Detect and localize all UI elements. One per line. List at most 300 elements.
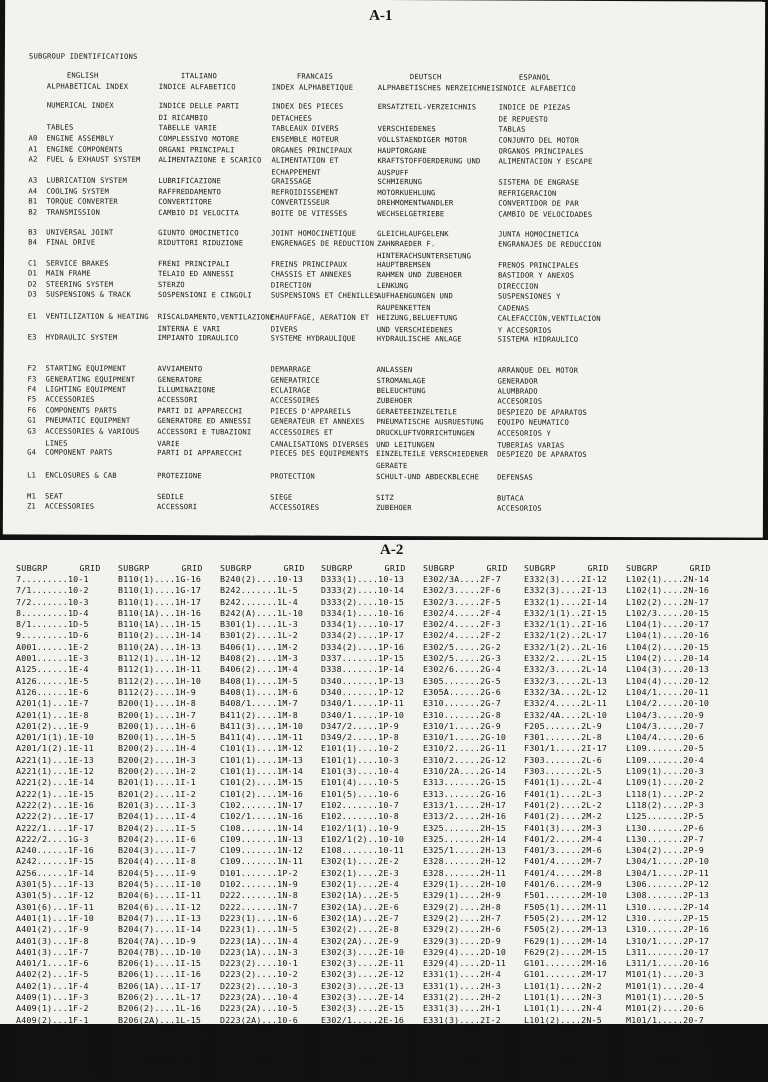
language-name: FRANCAIS: [296, 71, 334, 81]
index-entry: 8/1.......1D-5: [16, 619, 89, 630]
index-entry: C101(1)....1M-12: [220, 743, 304, 754]
index-entry: L104/2.....20-10: [626, 698, 710, 709]
subgroup-it-cell: SOSPENSIONI E CINGOLI: [157, 290, 252, 300]
subgroup-code-cell: A4: [28, 186, 38, 196]
index-entry: E310/2.....2G-11: [423, 743, 507, 754]
index-entry: E332/4.....2L-11: [524, 698, 608, 709]
subgroup-code-cell: A0: [28, 133, 38, 143]
subgroup-code-cell: F4: [27, 384, 37, 394]
index-entry: A301(5)...1F-12: [16, 890, 94, 901]
index-entry: D101.......1P-2: [220, 867, 298, 878]
index-entry: B201(3)....1I-3: [118, 799, 196, 810]
subgroup-it-cell: ALIMENTAZIONE E SCARICO: [158, 155, 262, 165]
index-entry: F401(1)....2L-3: [524, 788, 602, 799]
index-entry: E302(3)....2E-15: [321, 1003, 405, 1014]
index-entry: E302(1)....2E-2: [321, 856, 399, 867]
subgroup-it-cell: RISCALDAMENTO,VENTILAZIONE INTERNA E VARI: [157, 312, 275, 334]
index-entry: L102/3.....20-15: [626, 607, 710, 618]
subgroup-de-cell: VERSCHIEDENES: [377, 123, 436, 134]
subgroup-en-cell: LIGHTING EQUIPMENT: [45, 384, 127, 394]
index-entry: E302/6.....2G-4: [423, 664, 501, 675]
index-column: [321, 574, 404, 1082]
subgroup-en-cell: STEERING SYSTEM: [45, 279, 114, 289]
index-entry: B217.......1L-9: [118, 1071, 196, 1082]
index-entry: E302/4.....2F-3: [423, 619, 501, 630]
index-entry: B411(3)....1M-10: [220, 720, 304, 731]
subgroup-es-cell: TABLAS: [498, 124, 526, 134]
index-entry: B105(2)...1G-7: [16, 1037, 89, 1048]
subgroup-de-cell: SITZ: [375, 492, 394, 503]
index-entry: E332/4A....2L-10: [524, 709, 608, 720]
subgroup-heading: SUBGROUP IDENTIFICATIONS: [28, 51, 138, 61]
index-entry: B110(1)....1G-17: [118, 585, 202, 596]
index-entry: C102/1.....1N-16: [220, 811, 304, 822]
index-entry: E302(2)....2E-8: [321, 924, 399, 935]
index-entry: M101/2.....20-10: [626, 1048, 710, 1059]
index-entry: E310/2A....2G-14: [423, 766, 507, 777]
index-entry: C109.......1N-11: [220, 856, 304, 867]
index-entry: E302/3.....2F-5: [423, 596, 501, 607]
index-entry: M101/2.....20-11: [626, 1059, 710, 1070]
index-entry: L102(1)....2N-16: [626, 585, 710, 596]
index-entry: B204(7A)...1D-9: [118, 935, 196, 946]
index-entry: B242.......1L-5: [220, 585, 298, 596]
index-entry: E331(6)....2I-7: [423, 1071, 501, 1082]
index-entry: B204(5)....1I-9: [118, 867, 196, 878]
index-entry: E302/2.....2F-16: [321, 1037, 405, 1048]
subgroup-fr-cell: ENGRENAGES DE REDUCTION: [271, 238, 375, 248]
index-entry: D333(2)....10-14: [321, 585, 405, 596]
index-entry: D227(3)....1P-5: [220, 1071, 298, 1082]
index-entry: E302/3A....2F-7: [423, 574, 501, 584]
index-entry: A221(2)...1E-14: [16, 777, 94, 788]
index-entry: A256......1F-14: [16, 867, 94, 878]
subgroup-es-cell: EQUIPO NEUMATICO: [497, 417, 569, 427]
index-entry: E328.......2H-11: [423, 867, 507, 878]
index-entry: G101.......2M-16: [524, 958, 608, 969]
index-entry: F205.......2L-9: [524, 720, 602, 731]
subgroup-code-cell: F3: [27, 374, 37, 384]
subgroup-en-cell: ACCESSORIES: [44, 501, 95, 511]
subgroup-de-cell: ZAHNRAEDER F. HINTERACHSUNTERSETUNG: [377, 238, 472, 261]
subgroup-en-cell: TRANSMISSION: [46, 207, 100, 217]
index-entry: A409(1)...1F-3: [16, 991, 89, 1002]
index-entry: B105(1)...1G-6: [16, 1025, 89, 1036]
subgroup-de-cell: GERAETEEINZELTEILE: [376, 406, 457, 417]
subgroup-es-cell: REFRIGERACION: [498, 188, 557, 198]
index-entry: E302(3)....2E-11: [321, 958, 405, 969]
subgroup-en-cell: FINAL DRIVE: [46, 237, 96, 247]
index-entry: D223(1)....1N-6: [220, 912, 298, 923]
index-entry: E331(4)....2I-4: [423, 1037, 501, 1048]
subgroup-it-cell: CAMBIO DI VELOCITA: [158, 208, 239, 218]
index-entry: L310.......2P-15: [626, 912, 710, 923]
index-entry: E332/3A....2L-12: [524, 686, 608, 697]
index-entry: B408(2)....1M-3: [220, 653, 298, 664]
subgroup-fr-cell: SIEGE: [269, 492, 293, 502]
subgroup-en-cell: COOLING SYSTEM: [46, 186, 110, 196]
index-entry: F301/1.....2I-17: [524, 743, 608, 754]
subgroup-it-cell: STERZO: [157, 280, 185, 290]
subgroup-de-cell: ZUBEHOER: [375, 502, 412, 513]
subgroup-code-cell: E3: [27, 332, 37, 342]
subgroup-fr-cell: PROTECTION: [270, 471, 315, 481]
subgroup-it-cell: INDICE DELLE PARTI DI RICAMBIO: [158, 101, 240, 123]
index-entry: D337.......1P-15: [321, 653, 405, 664]
subgroup-es-cell: BASTIDOR Y ANEXOS: [497, 270, 575, 280]
index-entry: B204(2)....1I-6: [118, 833, 196, 844]
index-entry: F401/2.....2M-4: [524, 833, 602, 844]
index-entry: A222/1....1F-17: [16, 822, 94, 833]
index-entry: E302/5.....2G-3: [423, 653, 501, 664]
index-entry: L104(3)....20-13: [626, 664, 710, 675]
index-entry: E332/2.....2L-15: [524, 653, 608, 664]
index-entry: B206(2A)...1L-15: [118, 1014, 202, 1025]
subgroup-en-cell: ENCLOSURES & CAB: [45, 470, 117, 480]
subgroup-it-cell: FRENI PRINCIPALI: [157, 259, 230, 269]
index-entry: D102.......1N-9: [220, 879, 298, 890]
index-entry: B200(1)....1H-8: [118, 698, 196, 709]
index-entry: B201(1)....1I-1: [118, 777, 196, 788]
index-entry: E332/3.....2L-13: [524, 675, 608, 686]
index-entry: E332(1)....2I-14: [524, 596, 608, 607]
subgroup-code-cell: G1: [27, 415, 37, 425]
index-entry: B242(A)....1L-10: [220, 607, 304, 618]
index-entry: L101(1)....2N-4: [524, 1003, 602, 1014]
subgroup-code-cell: L1: [27, 470, 37, 480]
index-entry: B406(2)....1M-4: [220, 664, 298, 675]
index-entry: D333(1)....10-13: [321, 574, 405, 584]
index-column: [16, 574, 94, 1082]
subgroup-en-cell: LUBRICATION SYSTEM: [46, 175, 127, 185]
index-entry: M101(2)....20-6: [626, 1003, 704, 1014]
language-name: ESPANOL: [518, 72, 551, 82]
index-entry: D223(2A)...10-6: [220, 1014, 298, 1025]
index-entry: E332(3)....2I-13: [524, 585, 608, 596]
subgroup-de-cell: AUFHAENGUNGEN UND RAUPENKETTEN: [376, 290, 454, 313]
subgroup-es-cell: SISTEMA HIDRAULICO: [497, 334, 579, 344]
index-entry: A125......1E-4: [16, 664, 89, 675]
index-column: [626, 574, 709, 1082]
subgroup-fr-cell: CHAUFFAGE, AERATION ET DIVERS: [270, 312, 370, 334]
index-entry: A222/2....1G-3: [16, 833, 89, 844]
index-entry: A401(2)...1F-9: [16, 924, 89, 935]
subgroup-es-cell: BUTACA: [496, 493, 524, 503]
index-entry: E331(4)....2I-3: [423, 1025, 501, 1036]
column-header: SUBGRP GRID: [16, 563, 101, 573]
subgroup-it-cell: AVVIAMENTO: [157, 364, 203, 374]
subgroup-es-cell: ACCESORIOS: [497, 396, 543, 406]
index-entry: L118(2)....2P-3: [626, 799, 704, 810]
subgroup-es-cell: SISTEMA DE ENGRASE: [498, 177, 579, 187]
index-entry: L311/1.....20-16: [626, 958, 710, 969]
index-entry: M101/1.....20-7: [626, 1014, 704, 1025]
index-entry: C109.......1N-13: [220, 833, 304, 844]
index-entry: E329(1)....2H-10: [423, 879, 507, 890]
column-header: SUBGRP GRID: [321, 563, 406, 573]
index-entry: E302/2A....2F-14: [321, 1059, 405, 1070]
subgroup-en-cell: TORQUE CONVERTER: [46, 196, 118, 206]
subgroup-it-cell: CONVERTITORE: [158, 197, 213, 207]
index-entry: 9.........1D-6: [16, 630, 89, 641]
subgroup-de-cell: RAHMEN UND ZUBEHOER: [376, 269, 463, 280]
index-entry: L310/1.....2P-17: [626, 935, 710, 946]
index-entry: B406(1)....1M-2: [220, 641, 298, 652]
index-entry: B301(2)....1L-2: [220, 630, 298, 641]
subgroup-code-cell: M1: [26, 491, 36, 501]
index-entry: E313/2.....2H-16: [423, 811, 507, 822]
index-entry: E305.......2G-5: [423, 675, 501, 686]
subgroup-es-cell: CAMBIO DE VELOCIDADES: [498, 209, 593, 219]
subgroup-es-cell: CALEFACCION,VENTILACION Y ACCESORIOS: [497, 313, 601, 335]
index-entry: L101(2)....2N-5: [524, 1014, 602, 1025]
subgroup-it-cell: RIDUTTORI RIDUZIONE: [158, 238, 244, 248]
index-subtitle: INDICE ALFABETICO: [498, 83, 576, 93]
index-entry: L109(1)....20-3: [626, 766, 704, 777]
subgroup-it-cell: GENERATORE ED ANNESSI: [157, 416, 252, 426]
index-entry: L104(4)....20-12: [626, 675, 710, 686]
index-entry: B201(2)....1I-2: [118, 788, 196, 799]
subgroup-code-cell: B2: [28, 207, 38, 217]
index-entry: B200(1)....1H-6: [118, 720, 196, 731]
index-entry: B200(2)....1H-4: [118, 743, 196, 754]
index-subtitle: ALPHABETICAL INDEX: [46, 81, 129, 91]
index-entry: L104/1.....20-11: [626, 686, 710, 697]
index-entry: B110(1A)...1H-16: [118, 607, 202, 618]
subgroup-code-cell: F5: [27, 394, 37, 404]
subgroup-de-cell: GLEICHLAUFGELENK: [377, 228, 449, 239]
index-entry: B110(1)....1H-17: [118, 596, 202, 607]
index-entry: E302/5.....2G-2: [423, 641, 501, 652]
subgroup-es-cell: GENERADOR: [497, 376, 538, 386]
index-entry: F629(1)....2M-14: [524, 935, 608, 946]
index-entry: A402(2)...1F-5: [16, 969, 89, 980]
column-header: SUBGRP GRID: [626, 563, 711, 573]
index-entry: B105(3)...1G-8: [16, 1048, 89, 1059]
index-entry: B112(1)....1H-12: [118, 653, 202, 664]
index-entry: E305A......2G-6: [423, 686, 501, 697]
subgroup-es-cell: FRENOS PRINCIPALES: [497, 260, 579, 270]
index-entry: L101(3)....2N-6: [524, 1025, 602, 1036]
subgroup-es-cell: INDICE DE PIEZAS DE REPUESTO: [498, 102, 571, 124]
index-entry: E329(4)....2D-10: [423, 946, 507, 957]
subgroup-fr-cell: ACCESSOIRES: [270, 395, 320, 405]
index-entry: E331(5)....2I-5: [423, 1048, 501, 1059]
index-entry: L101(4)....2N-7: [524, 1037, 602, 1048]
index-entry: L109.......20-5: [626, 743, 704, 754]
subgroup-fr-cell: FREINS PRINCIPAUX: [270, 259, 348, 269]
index-entry: B110(1)....1G-16: [118, 574, 202, 584]
index-entry: B200(1)....1H-7: [118, 709, 196, 720]
subgroup-de-cell: ZUBEHOER: [376, 395, 413, 406]
column-header: SUBGRP GRID: [423, 563, 508, 573]
page-a1: [3, 0, 765, 538]
index-entry: A001......1E-2: [16, 641, 89, 652]
index-entry: E331(1)....2H-3: [423, 980, 501, 991]
index-entry: D334(2)....1P-16: [321, 641, 405, 652]
index-entry: E332/1(1)..2I-16: [524, 619, 608, 630]
index-entry: D223(1)....1N-5: [220, 924, 298, 935]
subgroup-en-cell: COMPONENTS PARTS: [45, 405, 118, 415]
index-entry: D223(2)....10-3: [220, 980, 298, 991]
index-entry: E331(2)....2H-2: [423, 991, 501, 1002]
subgroup-en-cell: STARTING EQUIPMENT: [45, 363, 127, 373]
index-entry: E302(1A)...2E-5: [321, 890, 399, 901]
index-entry: B200(2)....1H-2: [118, 766, 196, 777]
subgroup-es-cell: ORGANOS PRINCIPALES: [498, 146, 584, 156]
index-entry: A201/1(1).1E-10: [16, 732, 94, 743]
index-entry: L304/1.....2P-10: [626, 856, 710, 867]
index-entry: L304(2)....2P-9: [626, 845, 704, 856]
index-entry: A242......1F-15: [16, 856, 94, 867]
page-a2: [0, 540, 768, 1082]
index-entry: E328.......2H-12: [423, 856, 507, 867]
subgroup-fr-cell: DEMARRAGE: [270, 364, 311, 374]
subgroup-code-cell: D2: [27, 279, 37, 289]
index-entry: L310.......2P-14: [626, 901, 710, 912]
index-entry: B411(4)....1M-11: [220, 732, 304, 743]
index-entry: D224(1)....10-7: [220, 1025, 298, 1036]
index-entry: E302/4.....2F-2: [423, 630, 501, 641]
subgroup-it-cell: ACCESSORI: [156, 502, 198, 512]
index-entry: 7/1.......10-2: [16, 585, 89, 596]
page-title: A-2: [380, 542, 404, 558]
subgroup-it-cell: TELAIO ED ANNESSI: [157, 269, 235, 279]
index-entry: L104/4.....20-6: [626, 732, 704, 743]
index-entry: E331(3)....2H-1: [423, 1003, 501, 1014]
subgroup-fr-cell: SYSTEME HYDRAULIQUE: [270, 333, 356, 343]
index-entry: F629(2)....2M-15: [524, 946, 608, 957]
column-header: SUBGRP GRID: [220, 563, 305, 573]
subgroup-en-cell: SUSPENSIONS & TRACK: [45, 289, 131, 299]
index-entry: C101(2)....1M-16: [220, 788, 304, 799]
subgroup-fr-cell: ENSEMBLE MOTEUR: [271, 134, 339, 144]
subgroup-de-cell: DRUCKLUFTVORRICHTUNGEN UND LEITUNGEN: [376, 427, 475, 450]
index-entry: B206(1A)...1I-17: [118, 980, 202, 991]
subgroup-de-cell: KRAFTSTOFFOERDERUNG UND AUSPUFF: [377, 155, 481, 178]
subgroup-it-cell: ILLUMINAZIONE: [157, 385, 216, 395]
index-entry: E302(1)....2E-3: [321, 867, 399, 878]
index-entry: B110(2)....1H-14: [118, 630, 202, 641]
index-entry: E332/1(2)..2L-17: [524, 630, 608, 641]
column-header: SUBGRP GRID: [118, 563, 203, 573]
index-entry: L109.......20-4: [626, 754, 704, 765]
subgroup-code-cell: Z1: [26, 501, 36, 511]
subgroup-es-cell: CONJUNTO DEL MOTOR: [498, 135, 580, 145]
index-entry: D334(2)....1P-17: [321, 630, 405, 641]
subgroup-de-cell: PNEUMATISCHE AUSRUESTUNG: [376, 416, 484, 427]
index-entry: E329(3)....2D-9: [423, 935, 501, 946]
index-entry: A240......1F-16: [16, 845, 94, 856]
index-entry: A401(3)...1F-7: [16, 946, 89, 957]
index-entry: B200(1)....1H-5: [118, 732, 196, 743]
subgroup-es-cell: DEFENSAS: [497, 472, 533, 482]
index-entry: B105/3(1).1G-9: [16, 1059, 89, 1070]
index-entry: A222(1)...1E-15: [16, 788, 94, 799]
index-entry: B110(1A)...1H-15: [118, 619, 202, 630]
index-entry: B204(3)....1I-7: [118, 845, 196, 856]
index-entry: C101(2)....1M-15: [220, 777, 304, 788]
index-entry: E302/2.....2F-17: [321, 1025, 405, 1036]
index-entry: B206(2A)...1L-14: [118, 1025, 202, 1036]
subgroup-en-cell: ACCESSORIES & VARIOUS LINES: [45, 426, 140, 448]
index-entry: M101/2.....20-9: [626, 1037, 704, 1048]
index-entry: A126......1E-5: [16, 675, 89, 686]
index-entry: 8.........1D-4: [16, 607, 89, 618]
subgroup-es-cell: ENGRANAJES DE REDUCCION: [498, 239, 602, 249]
index-entry: F401(2)....2M-2: [524, 811, 602, 822]
index-entry: B206(1)....1I-15: [118, 958, 202, 969]
index-entry: B207.......1L-13: [118, 1048, 202, 1059]
index-entry: F401/4.....2M-7: [524, 856, 602, 867]
subgroup-it-cell: ORGANI PRINCIPALI: [158, 145, 235, 155]
index-entry: L102(2)....2N-17: [626, 596, 710, 607]
index-entry: B112(2)....1H-10: [118, 675, 202, 686]
subgroup-fr-cell: ECLAIRAGE: [270, 385, 311, 395]
index-entry: D338.......1P-14: [321, 664, 405, 675]
index-entry: M101(1)....20-5: [626, 991, 704, 1002]
index-entry: E329(1)....2H-9: [423, 890, 501, 901]
index-entry: C101(1)....1M-14: [220, 766, 304, 777]
index-entry: E302/2A....2F-13: [321, 1071, 405, 1082]
subgroup-de-cell: SCHMIERUNG: [377, 176, 423, 187]
index-entry: E332/3.....2L-14: [524, 664, 608, 675]
index-entry: E331(3)....2I-2: [423, 1014, 501, 1025]
index-entry: A409(2)...1F-1: [16, 1014, 89, 1025]
subgroup-en-cell: COMPONENT PARTS: [45, 447, 113, 457]
index-entry: E329(2)....2H-7: [423, 912, 501, 923]
subgroup-es-cell: JUNTA HOMOCINETICA: [498, 229, 579, 239]
index-entry: F501.......2M-10: [524, 890, 608, 901]
index-entry: A401/1....1F-6: [16, 958, 89, 969]
index-entry: E101(4)....10-5: [321, 777, 399, 788]
index-entry: E332(3)....2I-12: [524, 574, 608, 584]
subgroup-fr-cell: REFROIDISSEMENT: [271, 187, 339, 197]
index-entry: B301(1)....1L-3: [220, 619, 298, 630]
index-entry: E329(2)....2H-6: [423, 924, 501, 935]
index-entry: A126......1E-6: [16, 686, 89, 697]
subgroup-en-cell: NUMERICAL INDEX: [46, 100, 114, 110]
index-entry: E302/2.....2F-15: [321, 1048, 405, 1059]
index-entry: E101(3)....10-4: [321, 766, 399, 777]
index-entry: A001......1E-3: [16, 653, 89, 664]
index-entry: D340/1.....1P-11: [321, 698, 405, 709]
index-subtitle: ALPHABETISCHES NERZEICHNEIS: [377, 82, 501, 93]
index-entry: M101(1)....20-4: [626, 980, 704, 991]
subgroup-es-cell: CONVERTIDOR DE PAR: [498, 198, 579, 208]
subgroup-es-cell: ACCESORIOS Y TUBERIAS VARIAS: [497, 428, 565, 450]
index-entry: 7/2.......10-3: [16, 596, 89, 607]
index-entry: E302/4.....2F-4: [423, 607, 501, 618]
subgroup-it-cell: RAFFREDDAMENTO: [158, 187, 222, 197]
index-entry: B206(2)....1L-16: [118, 1003, 202, 1014]
subgroup-fr-cell: ACCESSOIRES ET CANALISATIONS DIVERSES: [270, 427, 369, 449]
subgroup-en-cell: TABLES: [46, 122, 74, 132]
index-entry: E332/1(1)..2I-15: [524, 607, 608, 618]
subgroup-it-cell: PROTEZIONE: [157, 471, 202, 481]
index-entry: F505(2)....2M-13: [524, 924, 608, 935]
index-entry: E313.......2G-16: [423, 788, 507, 799]
subgroup-es-cell: DIRECCION: [497, 281, 539, 291]
index-entry: E329(2)....2H-8: [423, 901, 501, 912]
index-entry: C102.......1N-17: [220, 799, 304, 810]
index-entry: F401(2)....2L-2: [524, 799, 602, 810]
subgroup-code-cell: F2: [27, 363, 37, 373]
subgroup-fr-cell: PIECES D'APPAREILS: [270, 406, 351, 416]
subgroup-code-cell: G4: [27, 447, 37, 457]
index-entry: L311.......20-17: [626, 946, 710, 957]
subgroup-it-cell: IMPIANTO IDRAULICO: [157, 333, 239, 343]
